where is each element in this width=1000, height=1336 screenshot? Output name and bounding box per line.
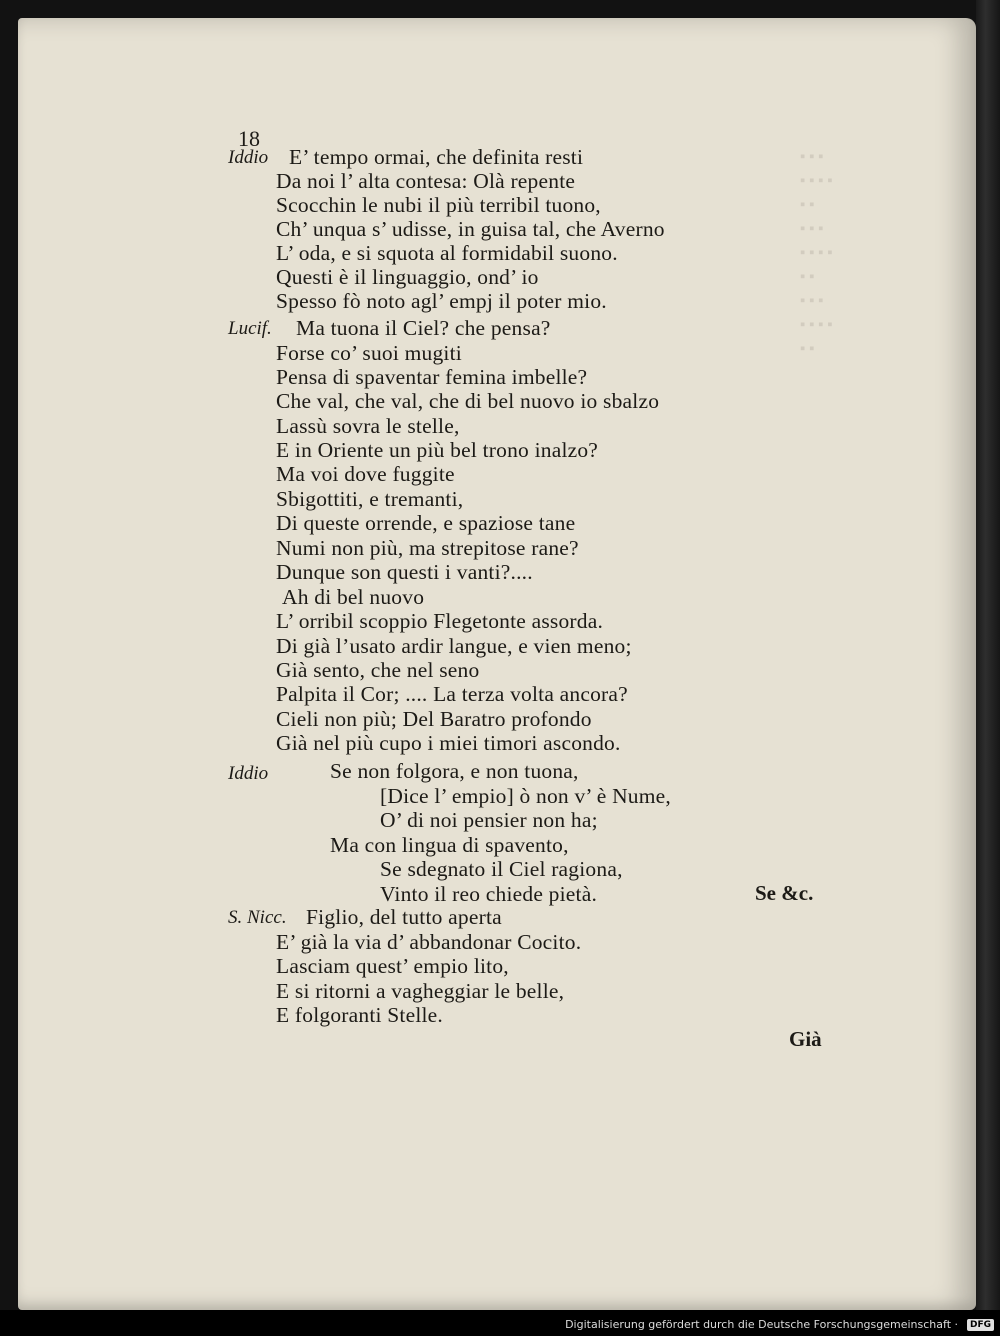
verse-line: Dunque son questi i vanti?....: [276, 560, 533, 584]
page-number: 18: [238, 126, 260, 151]
verse-line: E in Oriente un più bel trono inalzo?: [276, 438, 599, 462]
speaker-iddio: Iddio: [228, 147, 269, 168]
footer-bar: [0, 1310, 1000, 1336]
verse-line: Di queste orrende, e spaziose tane: [276, 511, 576, 535]
verse-line: Spesso fò noto agl’ empj il poter mio.: [276, 289, 607, 313]
verse-line: Ma voi dove fuggite: [276, 462, 455, 486]
verse-line: Già nel più cupo i miei timori ascondo.: [276, 731, 621, 755]
verse-line: L’ oda, e si squota al formidabil suono.: [276, 241, 618, 265]
verse-line: E’ tempo ormai, che definita resti: [289, 145, 584, 169]
verse-line: Figlio, del tutto aperta: [306, 905, 502, 929]
verse-line: Numi non più, ma strepitose rane?: [276, 536, 579, 560]
aria-line: O’ di noi pensier non ha;: [380, 808, 598, 832]
aria-line: Vinto il reo chiede pietà.: [380, 882, 598, 906]
verse-line: Forse co’ suoi mugiti: [276, 341, 462, 365]
verse-line: Sbigottiti, e tremanti,: [276, 487, 464, 511]
speaker-snicc: S. Nicc.: [228, 907, 287, 928]
verse-line: E folgoranti Stelle.: [276, 1003, 444, 1027]
aria-line: Se sdegnato il Ciel ragiona,: [380, 857, 623, 881]
verse-line: E si ritorni a vagheggiar le belle,: [276, 979, 565, 1003]
verse-line: Questi è il linguaggio, ond’ io: [276, 265, 539, 289]
verse-line: L’ orribil scoppio Flegetonte assorda.: [276, 609, 604, 633]
verse-line: Ch’ unqua s’ udisse, in guisa tal, che Averno: [276, 217, 665, 241]
aria-line: Ma con lingua di spavento,: [330, 833, 569, 857]
verse-line: Scocchin le nubi il più terribil tuono,: [276, 193, 601, 217]
verse-line: Da noi l’ alta contesa: Olà repente: [276, 169, 576, 193]
speaker-iddio-2: Iddio: [228, 763, 269, 784]
verse-line: Palpita il Cor; .... La terza volta ancora?: [276, 682, 628, 706]
verse-line: Lassù sovra le stelle,: [276, 414, 460, 438]
speaker-lucif: Lucif.: [228, 318, 272, 339]
footer-credit: Digitalisierung gefördert durch die Deutsche Forschungsgemeinschaft ·: [565, 1318, 958, 1331]
verse-line: Già sento, che nel seno: [276, 658, 480, 682]
verse-line: Di già l’usato ardir langue, e vien meno;: [276, 634, 632, 658]
aria-line: Se non folgora, e non tuona,: [330, 759, 579, 783]
aria-repeat-mark: Se &c.: [755, 881, 814, 905]
verse-line: Ah di bel nuovo: [282, 585, 425, 609]
facing-page-edge: [976, 0, 1000, 1336]
verse-line: E’ già la via d’ abbandonar Cocito.: [276, 930, 582, 954]
verse-line: Pensa di spaventar femina imbelle?: [276, 365, 588, 389]
verse-line: Ma tuona il Ciel? che pensa?: [296, 316, 551, 340]
aria-line: [Dice l’ empio] ò non v’ è Nume,: [380, 784, 671, 808]
catchword: Già: [789, 1027, 822, 1051]
bleed-through-text: ▪ ▪ ▪ ▪ ▪ ▪ ▪ ▪ ▪ ▪ ▪ ▪ ▪ ▪ ▪ ▪ ▪ ▪ ▪ ▪ ▪ ▪ ▪ ▪ ▪ ▪ ▪: [800, 149, 833, 357]
verse-line: Cieli non più; Del Baratro profondo: [276, 707, 592, 731]
verse-line: Che val, che val, che di bel nuovo io sbalzo: [276, 389, 660, 413]
dfg-logo: DFG: [967, 1319, 994, 1331]
verse-line: Lasciam quest’ empio lito,: [276, 954, 509, 978]
